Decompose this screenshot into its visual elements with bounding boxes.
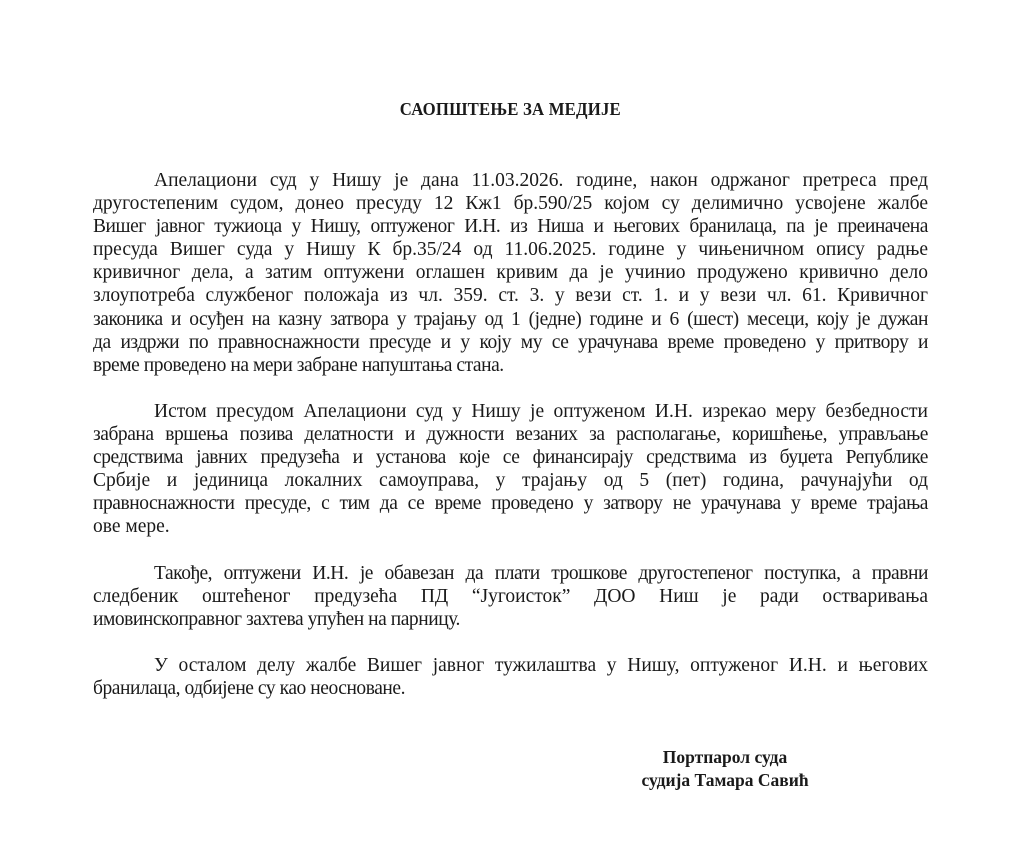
- text-line: бранилаца, одбијене су као неосноване.: [93, 678, 406, 700]
- text-line: да издржи по правноснажности пресуде и у коју му се урачунава време проведено у притвору и: [93, 331, 928, 353]
- text-line: У осталом делу жалбе Вишег јавног тужилаштва у Нишу, оптуженог И.Н. и његових: [154, 655, 928, 676]
- text-line: Истом пресудом Апелациони суд у Нишу је оптуженом И.Н. изрекао меру безбедности: [154, 401, 928, 422]
- text-line: време проведено на мери забране напуштања стана.: [93, 354, 504, 376]
- signature-name: судија Тамара Савић: [641, 770, 809, 790]
- document-title: САОПШТЕЊЕ ЗА МЕДИЈЕ: [399, 99, 621, 119]
- text-line: Вишег јавног тужиоца у Нишу, оптуженог И.Н. из Ниша и његових бранилаца, па је преиначена: [93, 216, 928, 238]
- text-line: следбеник оштећеног предузећа ПД “Југоисток” ДОО Ниш је ради остваривања: [93, 586, 928, 608]
- paragraph-security-measure: [93, 400, 928, 539]
- text-line: средствима јавних предузећа и установа које се финансирају средствима из буџета Републике: [93, 447, 928, 469]
- paragraph-verdict: [93, 169, 928, 377]
- text-line: забрана вршења позива делатности и дужности везаних за располагање, коришћење, управљање: [93, 424, 928, 446]
- text-line: Такође, оптужени И.Н. је обавезан да плати трошкове другостепеног поступка, а правни: [154, 563, 928, 584]
- text-line: другостепеним судом, донео пресуду 12 Кж1 бр.590/25 којом су делимично усвојене жалбе: [93, 193, 928, 215]
- paragraph-costs: [93, 562, 928, 631]
- text-line: Србије и јединица локалних самоуправа, у трајању од 5 (пет) година, рачунајући од: [93, 470, 928, 492]
- signature-block: [600, 746, 850, 792]
- paragraph-rejected-appeals: [93, 654, 928, 700]
- text-line: злоупотреба службеног положаја из чл. 359. ст. 3. у вези ст. 1. и у вези чл. 61. Кривичног: [93, 285, 928, 307]
- text-line: имовинскоправног захтева упућен на парницу.: [93, 609, 460, 631]
- text-line: правноснажности пресуде, с тим да се време проведено у затвору не урачунава у време трајања: [93, 493, 928, 515]
- text-line: пресуда Вишег суда у Нишу К бр.35/24 од 11.06.2025. године у чињеничном опису радње: [93, 239, 928, 261]
- text-line: Апелациони суд у Нишу је дана 11.03.2026. године, након одржаног претреса пред: [154, 170, 928, 191]
- text-line: законика и осуђен на казну затвора у трајању од 1 (једне) године и 6 (шест) месеци, коју је дужан: [93, 308, 928, 330]
- signature-role: Портпарол суда: [662, 747, 788, 767]
- text-line: ове мере.: [93, 516, 170, 538]
- text-line: кривичног дела, а затим оптужени оглашен кривим да је учинио продужено кривично дело: [93, 262, 928, 284]
